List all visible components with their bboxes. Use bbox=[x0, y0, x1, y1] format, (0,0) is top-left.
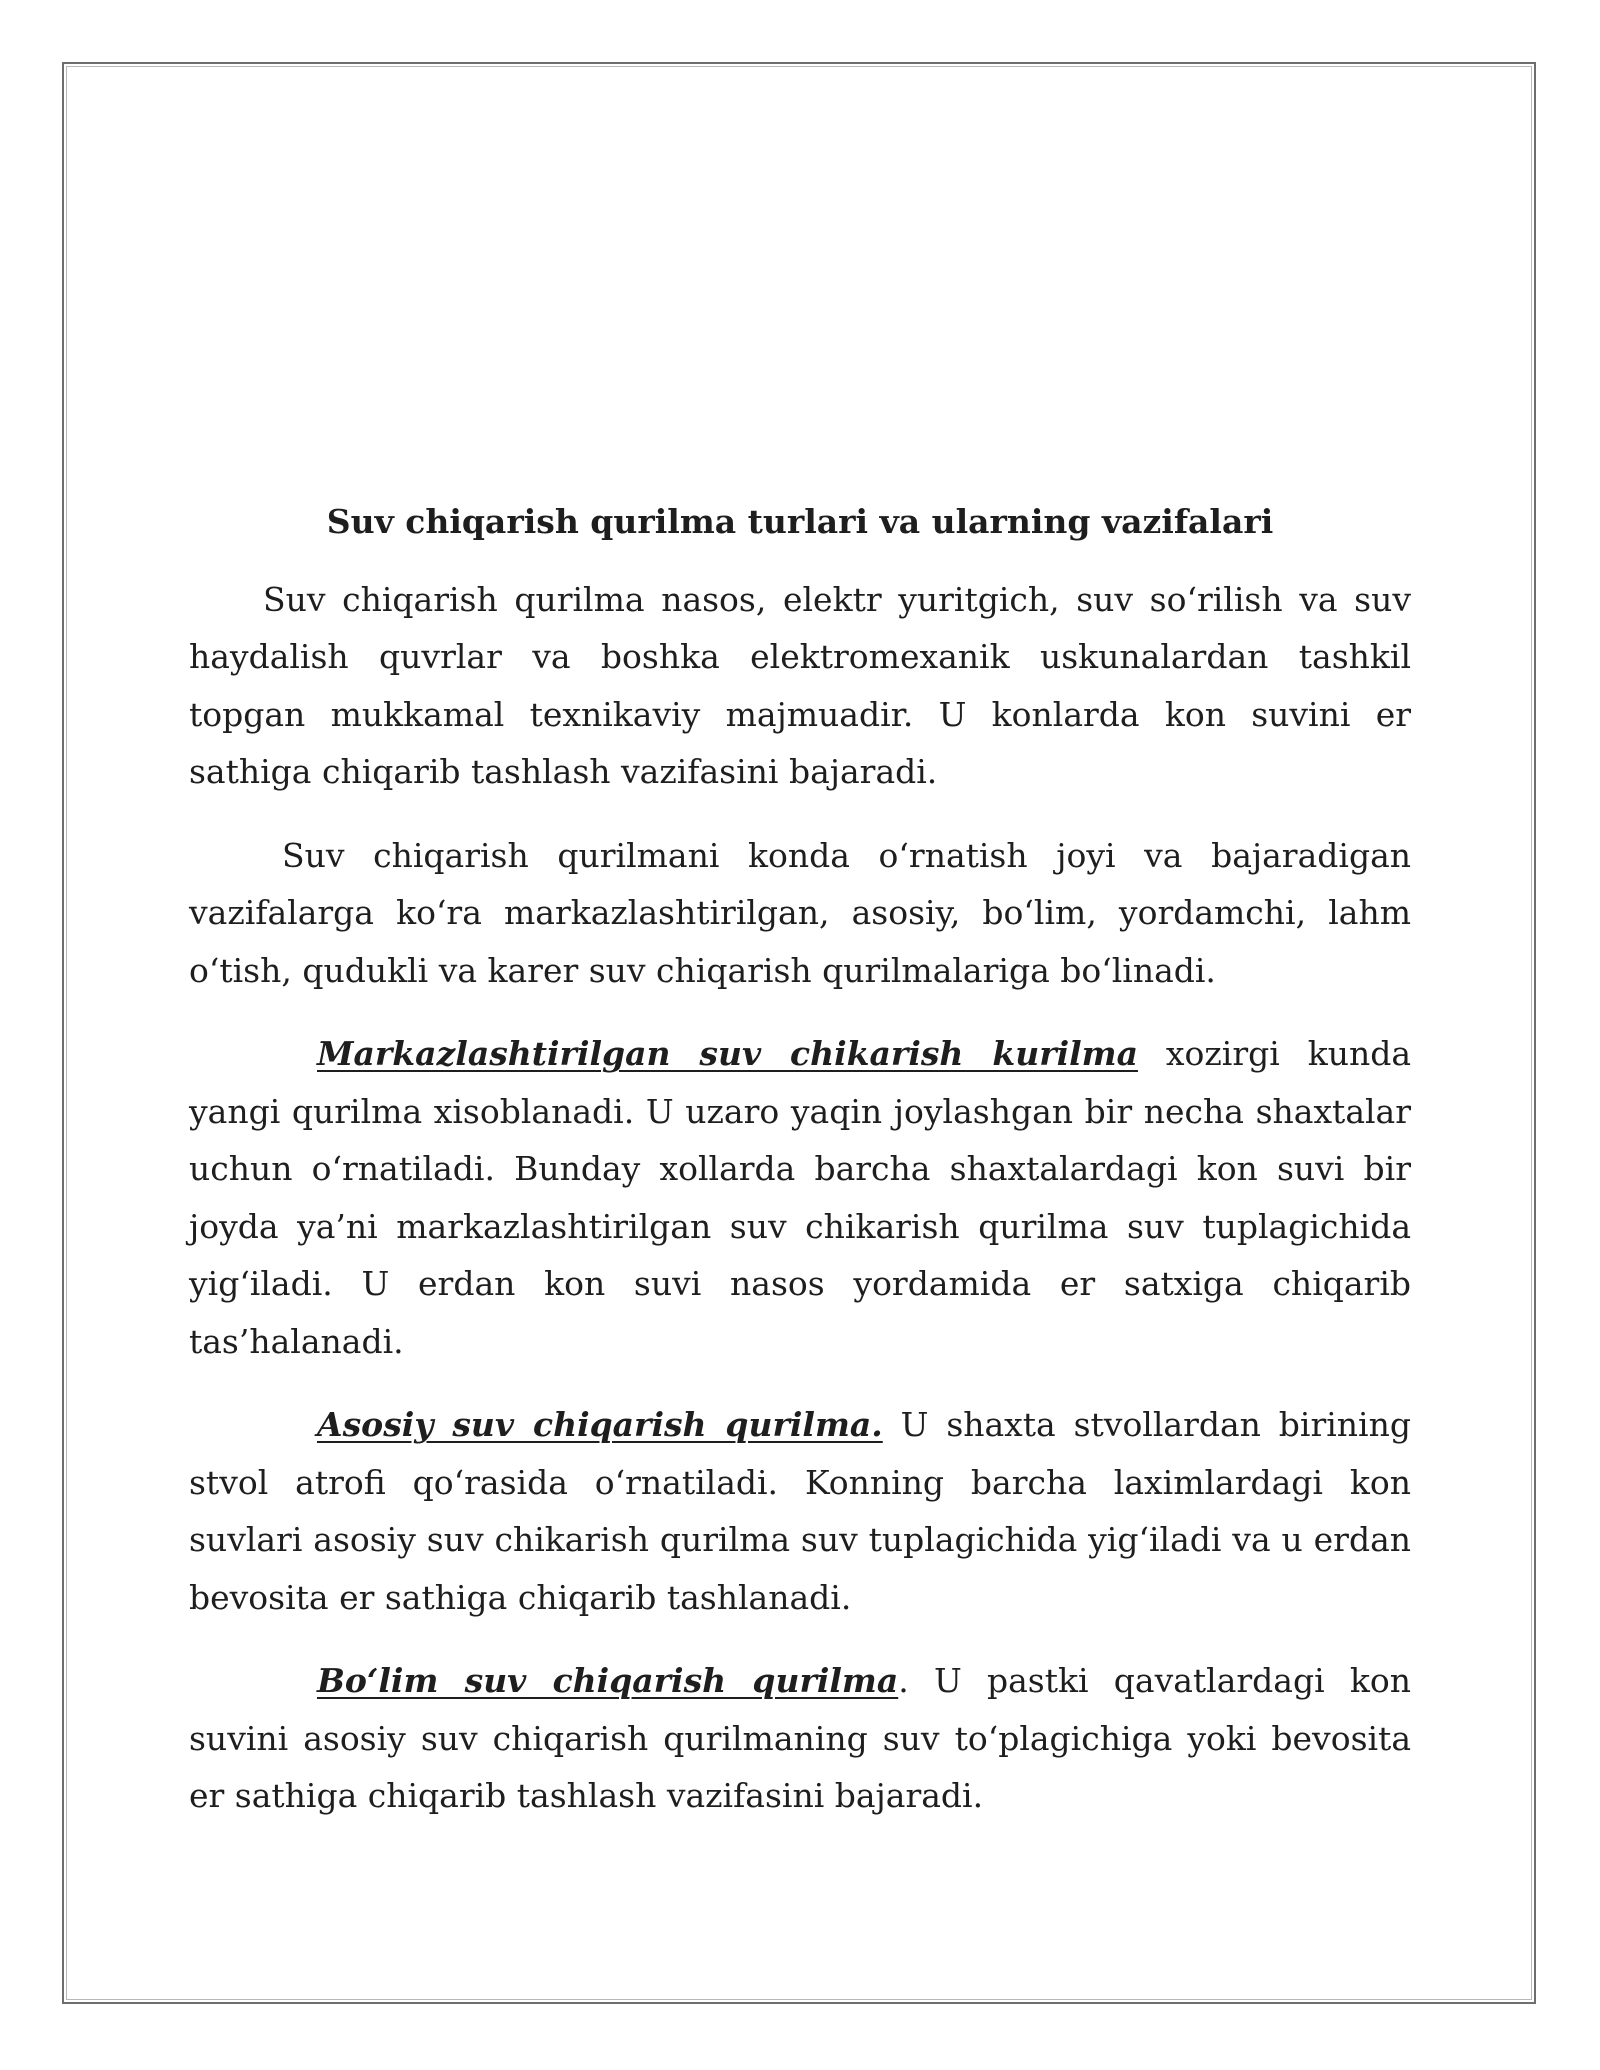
paragraph-section bbox=[189, 1652, 1411, 1825]
paragraph-text: Suv chiqarish qurilmani konda o‘rnatish joyi va bajaradigan vazifalarga ko‘ra markazlashtirilgan, asosiy, bo‘lim, yordamchi, lahm o‘tish, qudukli va karer suv chiqarish qurilmalariga bo‘linadi. bbox=[189, 835, 1411, 990]
paragraph-main bbox=[189, 1396, 1411, 1626]
paragraph-lead-term: Markazlashtirilgan suv chikarish kurilma bbox=[317, 1034, 1138, 1073]
paragraph-centralized bbox=[189, 1025, 1411, 1370]
paragraph-text: xozirgi kunda yangi qurilma xisoblanadi. U uzaro yaqin joylashgan bir necha shaxtalar uchun o‘rnatiladi. Bunday xollarda barcha shaxtalardagi kon suvi bir joyda ya’ni markazlashtirilgan suv chikarish qurilma suv tuplagichida yig‘iladi. U erdan kon suvi nasos yordamida er satxiga chiqarib tas’halanadi. bbox=[189, 1034, 1411, 1361]
paragraph-text: U shaxta stvollardan birining stvol atrofi qo‘rasida o‘rnatiladi. Konning barcha laximlardagi kon suvlari asosiy suv chikarish qurilma suv tuplagichida yig‘iladi va u erdan bevosita er sathiga chiqarib tashlanadi. bbox=[189, 1405, 1411, 1617]
paragraph-lead-term: Asosiy suv chiqarish qurilma. bbox=[317, 1405, 883, 1444]
paragraph-intro bbox=[189, 571, 1411, 801]
paragraph-lead-term: Bo‘lim suv chiqarish qurilma bbox=[317, 1661, 899, 1700]
paragraph-text: Suv chiqarish qurilma nasos, elektr yuritgich, suv so‘rilish va suv haydalish quvrlar va boshka elektromexanik uskunalardan tashkil topgan mukkamal texnikaviy majmuadir. U konlarda kon suvini er sathiga chiqarib tashlash vazifasini bajaradi. bbox=[189, 579, 1411, 791]
document-title: Suv chiqarish qurilma turlari va ularning vazifalari bbox=[326, 502, 1274, 541]
paragraph-text: . U pastki qavatlardagi kon suvini asosiy suv chiqarish qurilmaning suv to‘plagichiga yoki bevosita er sathiga chiqarib tashlash vazifasini bajaradi. bbox=[189, 1661, 1411, 1815]
document-body bbox=[189, 493, 1411, 1851]
paragraph-classification bbox=[189, 827, 1411, 1000]
